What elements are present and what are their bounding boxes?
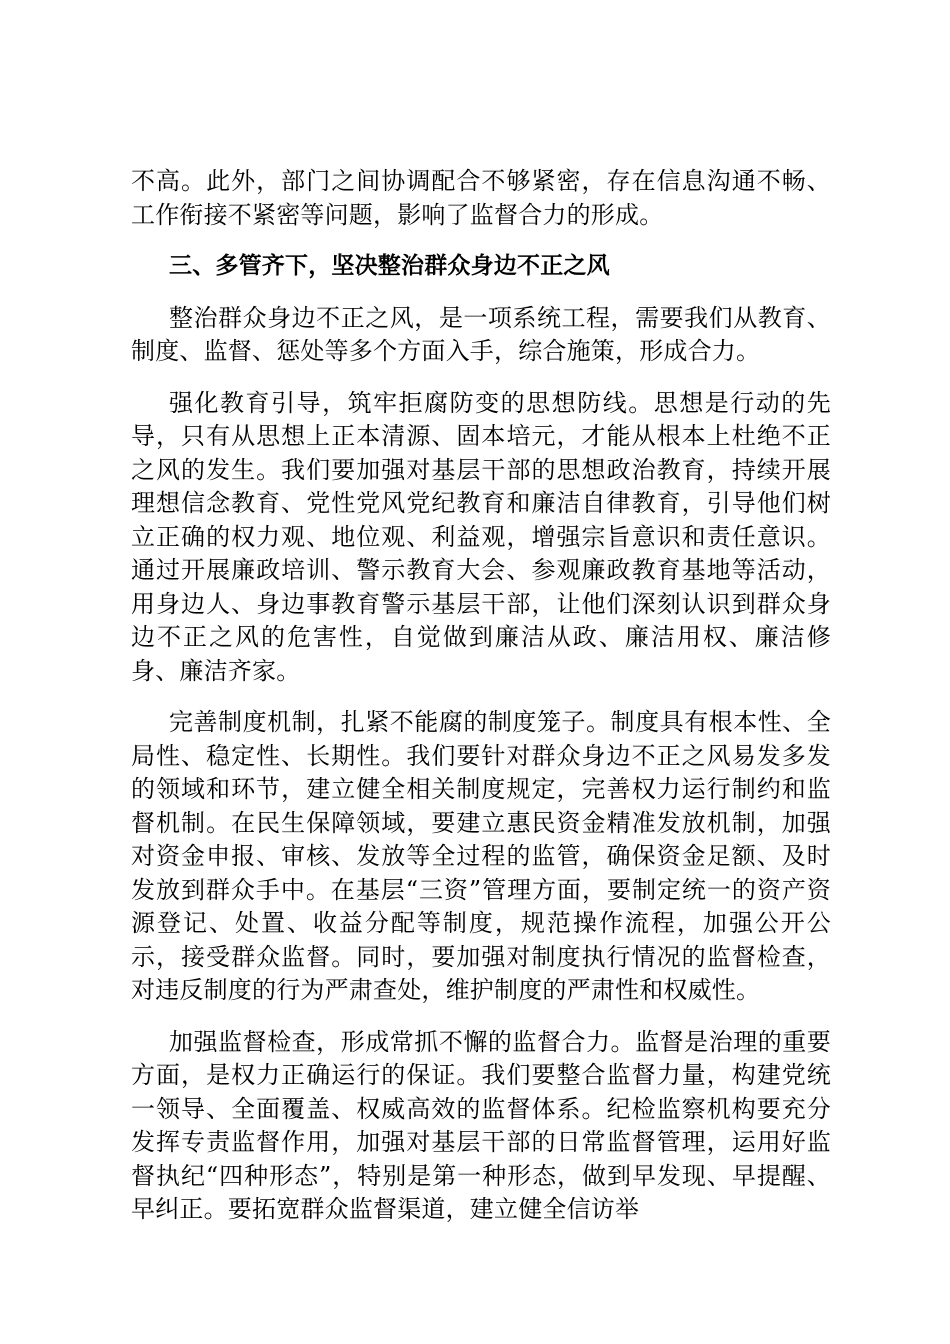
paragraph-supervision: 加强监督检查，形成常抓不懈的监督合力。监督是治理的重要方面，是权力正确运行的保证。我们要整合监督力量，构建党统一领导、全面覆盖、权威高效的监督体系。纪检监察机构要充分发挥专责监督作用，加强对基层干部的日常监督管理，运用好监督执纪“四种形态”，特别是第一种形态，做到早发现、早提醒、早纠正。要拓宽群众监督渠道，建立健全信访举	[131, 1027, 831, 1223]
document-page	[131, 165, 831, 1245]
paragraph-intro: 整治群众身边不正之风，是一项系统工程，需要我们从教育、制度、监督、惩处等多个方面入手，综合施策，形成合力。	[131, 303, 831, 365]
paragraph-institution: 完善制度机制，扎紧不能腐的制度笼子。制度具有根本性、全局性、稳定性、长期性。我们要针对群众身边不正之风易发多发的领域和环节，建立健全相关制度规定，完善权力运行制约和监督机制。在民生保障领域，要建立惠民资金精准发放机制，加强对资金申报、审核、发放等全过程的监管，确保资金足额、及时发放到群众手中。在基层“三资”管理方面，要制定统一的资产资源登记、处置、收益分配等制度，规范操作流程，加强公开公示，接受群众监督。同时，要加强对制度执行情况的监督检查，对违反制度的行为严肃查处，维护制度的严肃性和权威性。	[131, 708, 831, 1004]
section-heading: 三、多管齐下，坚决整治群众身边不正之风	[169, 253, 610, 279]
paragraph-continuation: 不高。此外，部门之间协调配合不够紧密，存在信息沟通不畅、工作衔接不紧密等问题，影响了监督合力的形成。	[131, 167, 831, 229]
paragraph-education: 强化教育引导，筑牢拒腐防变的思想防线。思想是行动的先导，只有从思想上正本清源、固本培元，才能从根本上杜绝不正之风的发生。我们要加强对基层干部的思想政治教育，持续开展理想信念教育、党性党风党纪教育和廉洁自律教育，引导他们树立正确的权力观、地位观、利益观，增强宗旨意识和责任意识。通过开展廉政培训、警示教育大会、参观廉政教育基地等活动，用身边人、身边事教育警示基层干部，让他们深刻认识到群众身边不正之风的危害性，自觉做到廉洁从政、廉洁用权、廉洁修身、廉洁齐家。	[131, 388, 831, 685]
